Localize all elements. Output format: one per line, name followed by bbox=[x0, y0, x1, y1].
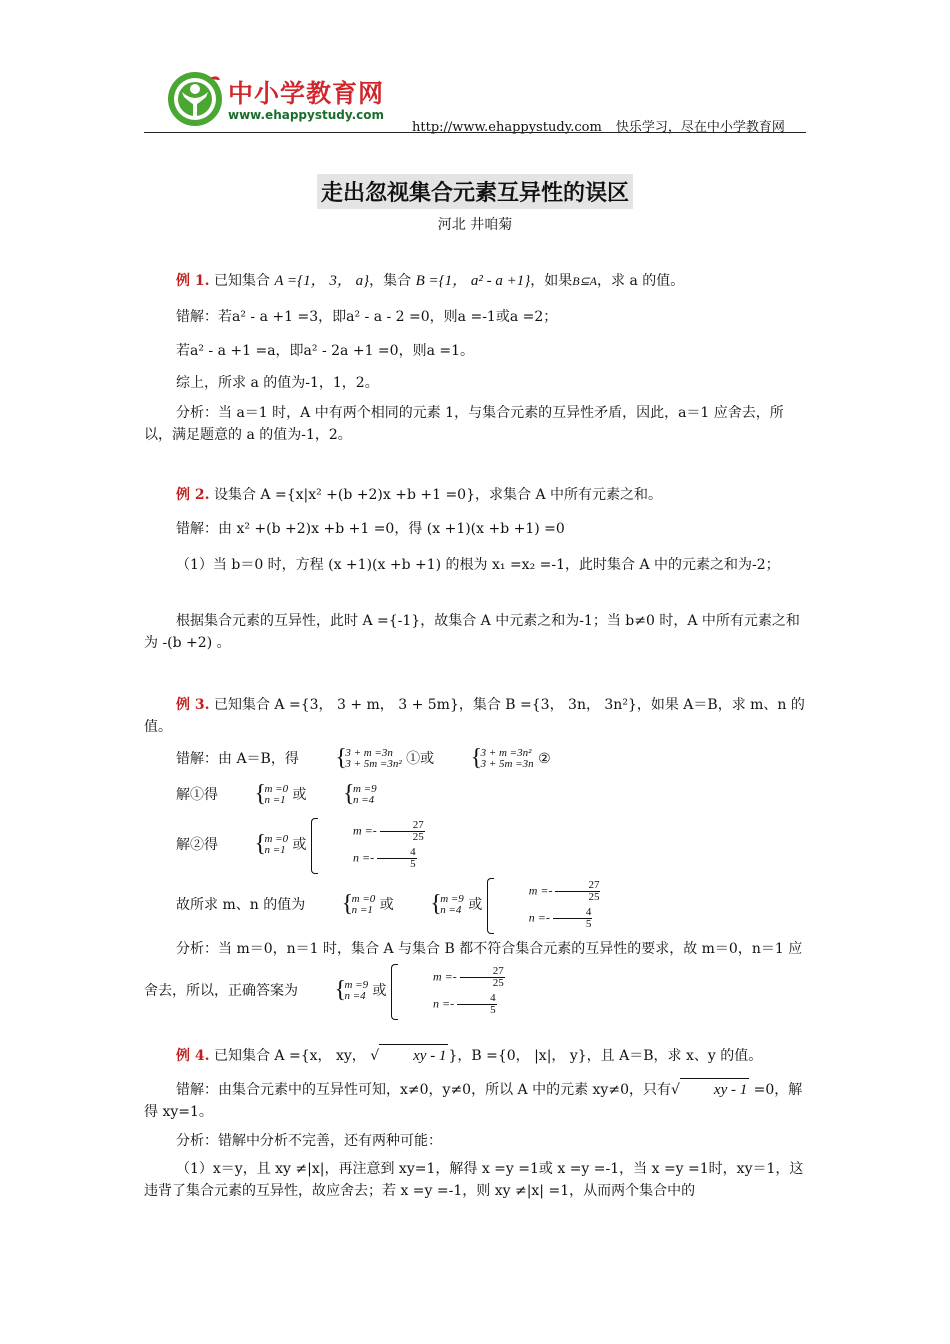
ex2-label: 例 2. bbox=[176, 487, 210, 503]
ex4-analysis-1: 分析：错解中分析不完善，还有两种可能： bbox=[176, 1133, 442, 1149]
slogan: 快乐学习，尽在中小学教育网 bbox=[615, 120, 785, 135]
header-divider bbox=[144, 132, 806, 133]
solution-b: { m =9 n =4 bbox=[342, 781, 377, 807]
equation-system-1: { 3 + m =3n 3 + 5m =3n² bbox=[335, 745, 402, 771]
ex1-wrong-3: 综上，所求 a 的值为-1，1，2。 bbox=[176, 375, 379, 391]
solution-b-3: { m =9 n =4 bbox=[430, 891, 464, 917]
equation-system-2: { 3 + m =3n² 3 + 5m =3n bbox=[470, 745, 534, 771]
ex3-label: 例 3. bbox=[176, 697, 210, 713]
ex1-question: 例 1. 已知集合 A ={1， 3， a}，集合 B ={1， a² - a +1}，如果B⊆A，求 a 的值。 bbox=[176, 273, 685, 289]
answer-b: { m =9 n =4 bbox=[334, 977, 369, 1003]
solution-a: { m =0 n =1 bbox=[254, 781, 289, 807]
ex2-wrong-1: 错解：由 x² +(b +2)x +b +1 =0，得 (x +1)(x +b +1) =0 bbox=[176, 521, 565, 537]
site-link[interactable]: http://www.ehappystudy.com bbox=[412, 120, 602, 135]
solution-a-2: { m =0 n =1 bbox=[254, 831, 289, 857]
brand-url: www.ehappystudy.com bbox=[228, 108, 384, 122]
answer-c: m =- $\frac{27}{25}$ n =- $\frac{4}{5}$ bbox=[391, 964, 505, 1018]
ex3-solve-1: 解①得 { m =0 n =1 或 { m =9 n =4 bbox=[176, 781, 377, 807]
ex4-question: 例 4. 已知集合 A ={x， xy， √ xy - 1 }，B ={0， |x|， y}，且 A＝B，求 x、y 的值。 bbox=[144, 1044, 806, 1067]
ex3-solve-2: 解②得 { m =0 n =1 或 m =- $\frac{27}{25}$ n =- $\frac{4}{5}$ bbox=[144, 818, 806, 872]
ex1-wrong-2: 若a² - a +1 =a，即a² - 2a +1 =0，则a =1。 bbox=[176, 343, 475, 359]
ex1-wrong-1: 错解：若a² - a +1 =3，即a² - a - 2 =0，则a =-1或a =2； bbox=[176, 309, 558, 325]
ex1-analysis: 分析：当 a＝1 时，A 中有两个相同的元素 1，与集合元素的互异性矛盾，因此，a＝1 应舍去，所以，满足题意的 a 的值为-1，2。 bbox=[144, 405, 784, 443]
ex2-wrong-2: （1）当 b＝0 时，方程 (x +1)(x +b +1) 的根为 x₁ =x₂ =-1，此时集合 A 中的元素之和为-2； bbox=[176, 557, 780, 573]
solution-c: m =- $\frac{27}{25}$ n =- $\frac{4}{5}$ bbox=[311, 818, 425, 872]
ex1-label: 例 1. bbox=[176, 273, 210, 289]
author: 河北 井咱菊 bbox=[437, 217, 513, 233]
solution-c-3: m =- $\frac{27}{25}$ n =- $\frac{4}{5}$ bbox=[487, 878, 601, 932]
ex2-question: 例 2. 设集合 A ={x|x² +(b +2)x +b +1 =0}，求集合 A 中所有元素之和。 bbox=[176, 487, 663, 503]
page-title: 走出忽视集合元素互异性的误区 bbox=[317, 174, 633, 209]
ex4-wrong: 错解：由集合元素中的互异性可知，x≠0，y≠0，所以 A 中的元素 xy≠0，只有√ xy - 1 =0，解得 xy=1。 bbox=[144, 1078, 806, 1123]
ex3-question: 例 3. 已知集合 A ={3， 3 + m， 3 + 5m}，集合 B ={3， 3n， 3n²}，如果 A＝B，求 m、n 的值。 bbox=[144, 697, 805, 735]
ex3-solve-3: 故所求 m、n 的值为 { m =0 n =1 或 { m =9 n =4 或 m =- $\frac{27}{25}$ n =- $\frac{4}{5}$ bbox=[144, 878, 806, 932]
ex3-wrong: 错解：由 A＝B，得 { 3 + m =3n 3 + 5m =3n² ①或 { 3 + m =3n² 3 + 5m =3n ② bbox=[176, 745, 551, 771]
brand-name: 中小学教育网 bbox=[228, 79, 385, 108]
ex2-wrong-3: 根据集合元素的互异性，此时 A ={-1}，故集合 A 中元素之和为-1；当 b≠0 时，A 中所有元素之和为 -(b +2) 。 bbox=[144, 613, 800, 651]
ex4-analysis-2: （1）x＝y，且 xy ≠|x|，再注意到 xy=1，解得 x =y =1或 x =y =-1，当 x =y =1时，xy＝1，这违背了集合元素的互异性，故应舍去；若 x =y =-1，则 xy ≠|x| =1，从而两个集合中的 bbox=[144, 1161, 804, 1199]
ex3-analysis: 分析：当 m＝0，n＝1 时，集合 A 与集合 B 都不符合集合元素的互异性的要求，故 m＝0，n＝1 应舍去，所以，正确答案为 { m =9 n =4 或 m =- $\frac{27}{25}$ n =- $\frac{4}{5}$ bbox=[144, 934, 806, 1018]
logo-person-icon bbox=[166, 70, 224, 128]
solution-a-3: { m =0 n =1 bbox=[341, 891, 376, 917]
ex4-label: 例 4. bbox=[176, 1048, 210, 1064]
site-logo[interactable] bbox=[166, 70, 396, 130]
